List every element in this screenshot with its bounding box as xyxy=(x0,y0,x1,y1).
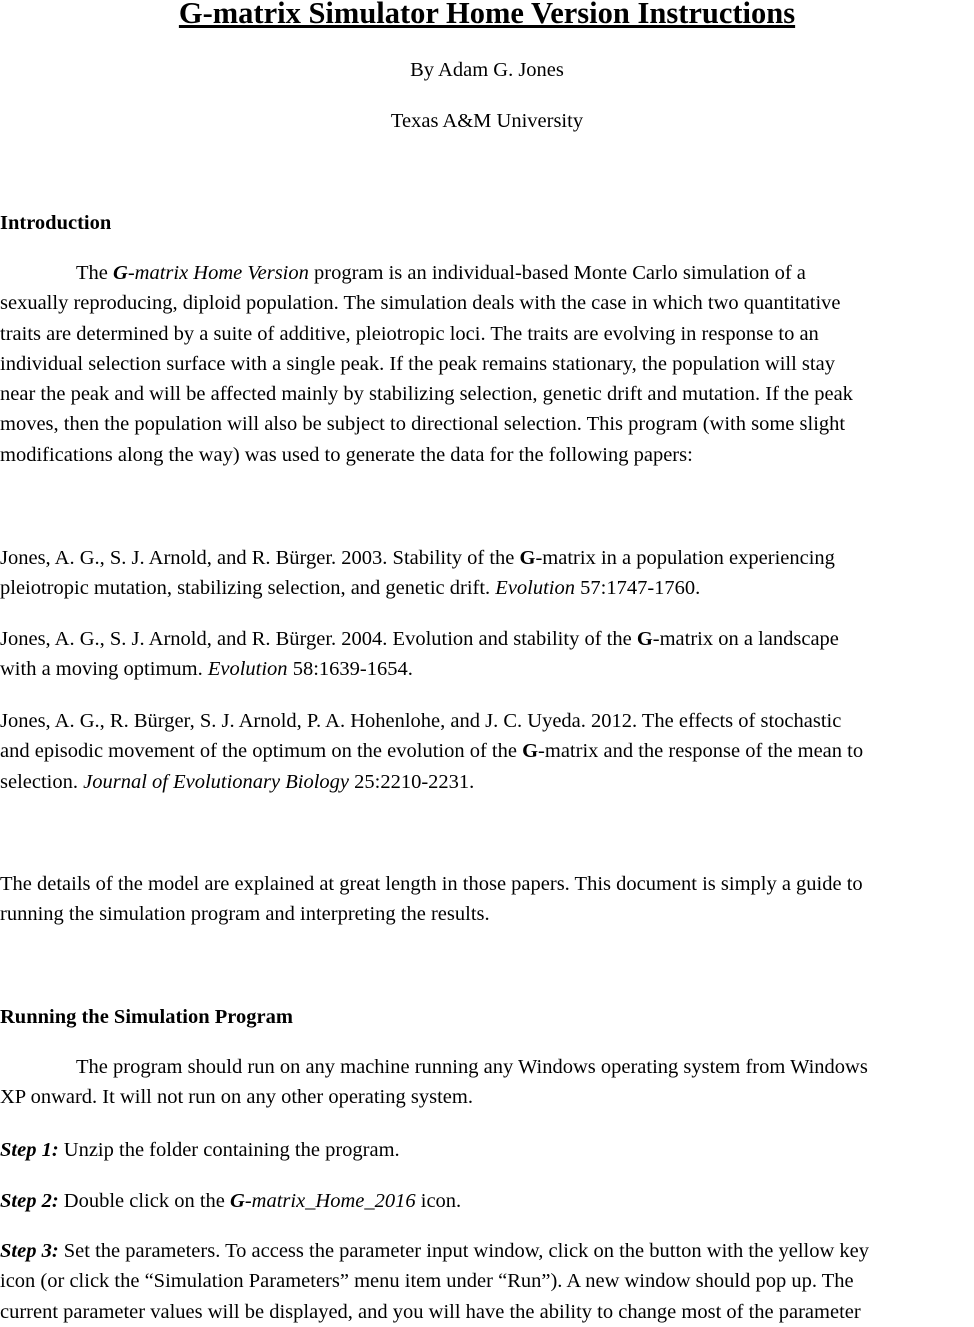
text-span: Jones, A. G., S. J. Arnold, and R. Bürger. 2003. Stability of the xyxy=(0,547,520,569)
text-span: program is an individual-based Monte Carlo simulation of a xyxy=(308,262,806,284)
step-label: Step 2: xyxy=(0,1190,59,1212)
text-span: 25:2210-2231. xyxy=(349,770,475,793)
step-2 xyxy=(0,1189,461,1213)
paragraph-line: running the simulation program and interpreting the results. xyxy=(0,903,490,926)
text-span: -matrix in a population experiencing xyxy=(535,547,835,569)
affiliation-line: Texas A&M University xyxy=(390,110,584,132)
g-bold: G xyxy=(522,740,539,763)
text-span: -matrix and the response of the mean to xyxy=(538,740,864,763)
journal-name: Evolution xyxy=(207,658,288,681)
text-span: selection. xyxy=(0,770,84,793)
reference-2003 xyxy=(0,543,974,604)
introduction-paragraph xyxy=(0,258,974,470)
paragraph-line: current parameter values will be displayed, and you will have the ability to change most of the parameter xyxy=(0,1300,861,1323)
text-span: -matrix on a landscape xyxy=(652,628,839,650)
text-span: pleiotropic mutation, stabilizing selection, and genetic drift. xyxy=(0,577,496,600)
text-span: Jones, A. G., R. Bürger, S. J. Arnold, P. A. Hohenlohe, and J. C. Uyeda. 2012. The effects of stochastic xyxy=(0,710,842,732)
text-span: with a moving optimum. xyxy=(0,658,208,681)
step-label: Step 3: xyxy=(0,1240,59,1262)
text-span: icon. xyxy=(415,1190,462,1212)
text-span: Unzip the folder containing the program. xyxy=(58,1139,400,1161)
text-span: The xyxy=(76,262,113,284)
text-span: The program should run on any machine running any Windows operating system from Windows xyxy=(76,1056,868,1078)
paragraph-line: modifications along the way) was used to generate the data for the following papers: xyxy=(0,443,693,466)
reference-2004 xyxy=(0,624,974,685)
paragraph-line xyxy=(0,258,974,288)
text-span: 57:1747-1760. xyxy=(575,577,701,600)
text-span: Set the parameters. To access the parameter input window, click on the button with the yellow key xyxy=(58,1240,870,1262)
paragraph-line: traits are determined by a suite of additive, pleiotropic loci. The traits are evolving in response to an xyxy=(0,322,819,345)
paragraph-line: near the peak and will be affected mainly by stabilizing selection, genetic drift and mutation. If the peak xyxy=(0,383,853,406)
icon-name: -matrix_Home_2016 xyxy=(244,1190,416,1212)
step-1 xyxy=(0,1138,400,1162)
author-line: By Adam G. Jones xyxy=(410,59,564,81)
paragraph-line: icon (or click the “Simulation Parameters” menu item under “Run”). A new window should pop up. The xyxy=(0,1270,854,1293)
g-bold: G xyxy=(230,1190,245,1212)
details-paragraph xyxy=(0,869,974,930)
paragraph-line: sexually reproducing, diploid population. The simulation deals with the case in which two quantitative xyxy=(0,292,841,315)
text-span: Jones, A. G., S. J. Arnold, and R. Bürger. 2004. Evolution and stability of the xyxy=(0,628,637,650)
text-span: Double click on the xyxy=(58,1190,231,1212)
paragraph-line: XP onward. It will not run on any other operating system. xyxy=(0,1086,473,1109)
running-paragraph xyxy=(0,1052,974,1113)
g-bold: G xyxy=(636,628,653,650)
document-title: G-matrix Simulator Home Version Instructions xyxy=(178,0,796,30)
paragraph-line: individual selection surface with a single peak. If the peak remains stationary, the population will stay xyxy=(0,352,835,375)
text-span: and episodic movement of the optimum on the evolution of the xyxy=(0,740,523,763)
introduction-heading: Introduction xyxy=(0,212,112,234)
paragraph-line: The details of the model are explained at great length in those papers. This document is simply a guide to xyxy=(0,873,863,895)
g-bold: G xyxy=(113,262,128,284)
g-bold: G xyxy=(519,547,536,569)
step-label: Step 1: xyxy=(0,1139,59,1161)
journal-name: Evolution xyxy=(495,577,576,600)
reference-2012 xyxy=(0,706,974,797)
program-name: -matrix Home Version xyxy=(127,262,309,284)
running-heading: Running the Simulation Program xyxy=(0,1006,293,1028)
journal-name: Journal of Evolutionary Biology xyxy=(83,770,350,793)
paragraph-line: moves, then the population will also be subject to directional selection. This program (with some slight xyxy=(0,413,846,436)
step-3 xyxy=(0,1236,974,1327)
text-span: 58:1639-1654. xyxy=(287,658,413,681)
